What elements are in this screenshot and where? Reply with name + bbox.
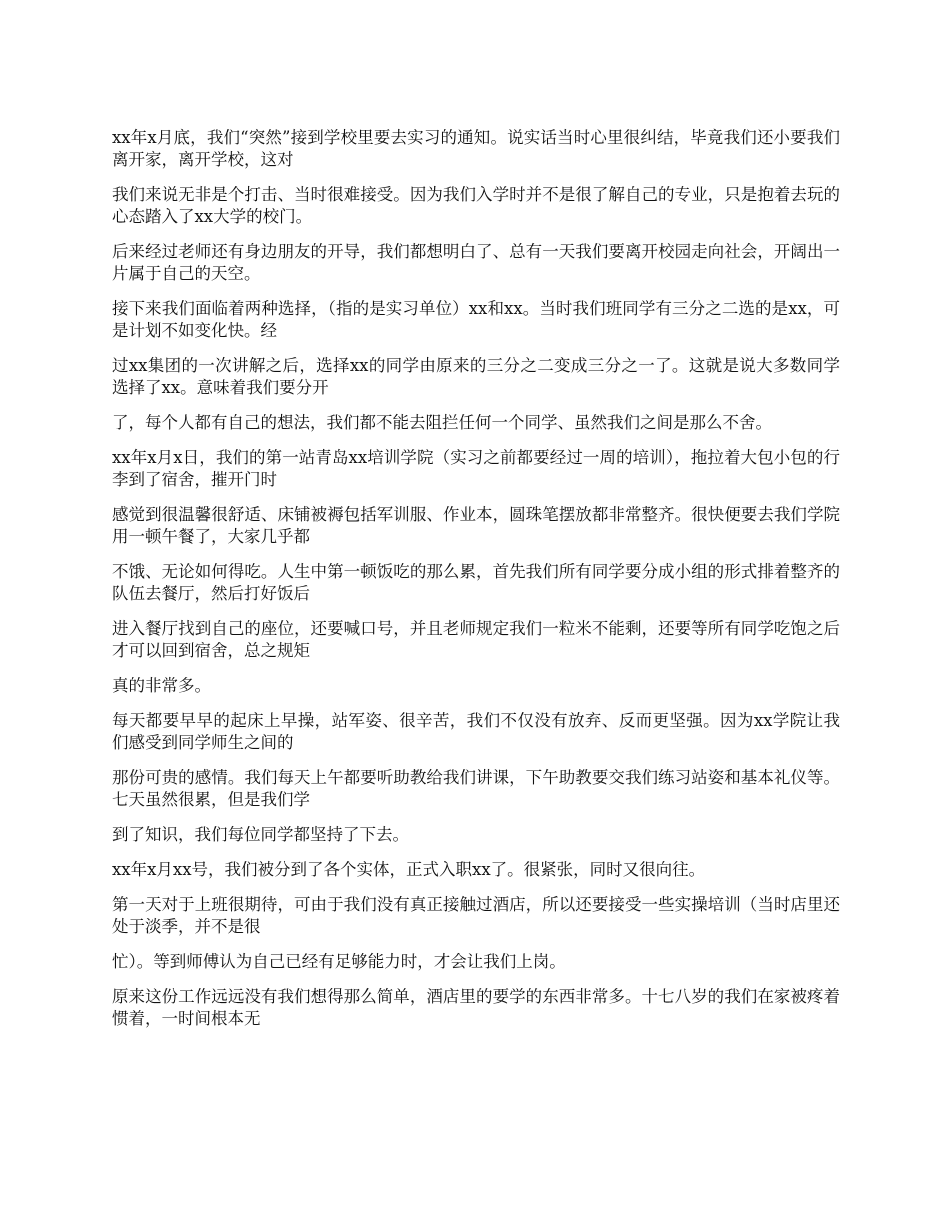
paragraph: 真的非常多。: [112, 676, 211, 695]
paragraph: 不饿、无论如何得吃。人生中第一顿饭吃的那么累，首先我们所有同学要分成小组的形式排着整齐的队伍去餐厅，然后打好饭后: [112, 562, 840, 603]
paragraph: 我们来说无非是个打击、当时很难接受。因为我们入学时并不是很了解自己的专业，只是抱着去玩的心态踏入了xx大学的校门。: [112, 185, 840, 226]
paragraph: xx年x月x日，我们的第一站青岛xx培训学院（实习之前都要经过一周的培训），拖拉着大包小包的行李到了宿舍，摧开门时: [112, 448, 840, 489]
paragraph: 接下来我们面临着两种选择，（指的是实习单位）xx和xx。当时我们班同学有三分之二选的是xx，可是计划不如变化快。经: [112, 299, 840, 340]
paragraph: 到了知识，我们每位同学都坚持了下去。: [112, 825, 409, 844]
paragraph: 第一天对于上班很期待，可由于我们没有真正接触过酒店，所以还要接受一些实操培训（当时店里还处于淡季，并不是很: [112, 895, 840, 936]
paragraph: 那份可贵的感情。我们每天上午都要听助教给我们讲课，下午助教要交我们练习站姿和基本礼仪等。七天虽然很累，但是我们学: [112, 768, 840, 809]
paragraph: 后来经过老师还有身边朋友的开导，我们都想明白了、总有一天我们要离开校园走向社会，开阔出一片属于自己的天空。: [112, 242, 840, 283]
paragraph: xx年x月底，我们“突然”接到学校里要去实习的通知。说实话当时心里很纠结，毕竟我们还小要我们离开家，离开学校，这对: [112, 128, 840, 169]
paragraph: 过xx集团的一次讲解之后，选择xx的同学由原来的三分之二变成三分之一了。这就是说大多数同学选择了xx。意味着我们要分开: [112, 356, 840, 397]
paragraph: 忙）。等到师傅认为自己已经有足够能力时，才会让我们上岗。: [112, 952, 566, 971]
paragraph: 原来这份工作远远没有我们想得那么简单，酒店里的要学的东西非常多。十七八岁的我们在家被疼着惯着，一时间根本无: [112, 987, 840, 1028]
document-body: [112, 127, 840, 1043]
paragraph: 了，每个人都有自己的想法，我们都不能去阻拦任何一个同学、虽然我们之间是那么不舍。: [112, 413, 772, 432]
paragraph: 每天都要早早的起床上早操，站军姿、很辛苦，我们不仅没有放弃、反而更坚强。因为xx学院让我们感受到同学师生之间的: [112, 711, 840, 752]
paragraph: 感觉到很温馨很舒适、床铺被褥包括军训服、作业本，圆珠笔摆放都非常整齐。很快便要去我们学院用一顿午餐了，大家几乎都: [112, 505, 840, 546]
paragraph: 进入餐厅找到自己的座位，还要喊口号，并且老师规定我们一粒米不能剩，还要等所有同学吃饱之后才可以回到宿舍，总之规矩: [112, 619, 840, 660]
paragraph: xx年x月xx号，我们被分到了各个实体，正式入职xx了。很紧张，同时又很向往。: [112, 860, 706, 879]
